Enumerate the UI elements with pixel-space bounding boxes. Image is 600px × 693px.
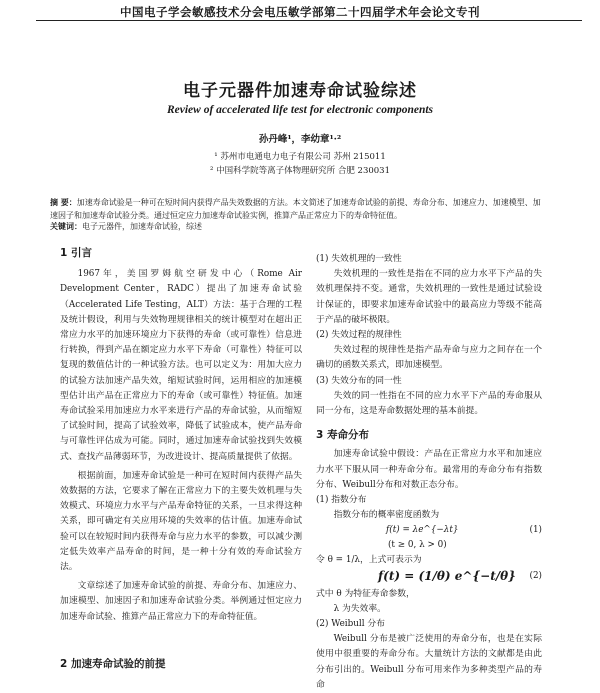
paper-authors: 孙丹峰¹，李幼章¹·² [258,134,342,145]
paper-title-en: Review of accelerated life test for electronic components [166,104,434,116]
weibull-title: (2) Weibull 分布 [316,619,385,630]
premise-3-text: 失效的同一性指在不同的应力水平下产品的寿命服从同一分布，这是寿命数据处理的基本前提。 [316,390,542,417]
intro-paragraph-3: 文章综述了加速寿命试验的前提、寿命分布、加速应力、加速模型、加速因子和加速寿命试验分类。举例通过恒定应力加速寿命试验、推算产品正常应力下的寿命特征值。 [60,581,302,622]
right-column [316,252,542,693]
abstract-label: 摘 要： [50,197,77,207]
affiliation-1: ¹ 苏州市电通电力电子有限公司 苏州 215011 [214,152,386,162]
running-header: 中国电子学会敏感技术分会电压敏学部第二十四届学术年会论文专刊 [120,5,480,19]
header-rule [36,20,582,21]
weibull-text: Weibull 分布是被广泛使用的寿命分布，也是在实际使用中很重要的寿命分布。大量统计方法的文献都是由此分布引出的。Weibull 分布可用来作为多种类型产品的寿命 [316,634,542,690]
where-line-2: λ 为失效率。 [333,603,386,614]
equation-1-condition-row [316,538,542,553]
affiliation-2: ² 中国科学院等离子体物理研究所 合肥 230031 [210,166,390,176]
equation-1 [316,523,542,538]
section-2-heading: 2 加速寿命试验的前提 [60,658,166,670]
exponential-intro: 指数分布的概率密度函数为 [333,510,440,521]
section-3-heading: 3 寿命分布 [316,429,369,442]
abstract [50,196,546,222]
left-column [60,246,302,625]
premise-2-text: 失效过程的规律性是指产品寿命与应力之间存在一个确切的函数关系式，即加速模型。 [316,345,542,371]
equation-1-expr: f(t) = λe^{−λt} [386,525,459,536]
equation-1-number: (1) [529,525,542,536]
equation-2 [316,569,542,587]
premise-1-title: (1) 失效机理的一致性 [316,254,402,264]
keywords [50,221,546,232]
keywords-label: 关键词： [50,221,82,231]
paper-title-cn: 电子元器件加速寿命试验综述 [183,81,417,101]
premise-3-title: (3) 失效分布的同一性 [316,375,402,386]
premise-2-title: (2) 失效过程的规律性 [316,330,402,341]
keywords-text: 电子元器件，加速寿命试验，综述 [82,222,202,231]
intro-paragraph-2: 根据前面，加速寿命试验是一种可在短时间内获得产品失效数据的方法，它要求了解在正常应力下的主要失效机理与失效模式、环境应力水平与产品寿命特征的关系，一旦求得这种关系，即可确定有关应用环境的失效率的估计值。加速寿命试验可以在较短时间内获得寿命与应力水平的参数，可以减少测定低失效率产品寿命的时间，是一种十分有效的寿命试验方法。 [60,470,302,573]
equation-2-number: (2) [529,570,542,581]
exponential-title: (1) 指数分布 [316,495,367,506]
section-1-heading: 1 引言 [60,247,92,259]
equation-2-expr: f(t) = (1/θ) e^{−t/θ} [378,568,516,583]
premise-1-text: 失效机理的一致性是指在不同的应力水平下产品的失效机理保持不变。通常，失效机理的一致性是通过试验设计保证的，即要求加速寿命试验中的最高应力等级不能高于产品的破坏极限。 [316,269,542,325]
equation-2-intro: 令 θ = 1/λ，上式可表示为 [316,555,422,566]
abstract-text: 加速寿命试验是一种可在短时间内获得产品失效数据的方法。本文简述了加速寿命试验的前提、寿命分布、加速应力、加速模型、加速因子和加速寿命试验分类。通过恒定应力加速寿命试验实例，推算产品正常应力下的寿命特征值。 [50,198,541,220]
section-3-paragraph: 加速寿命试验中假设：产品在正常应力水平和加速应力水平下服从同一种寿命分布。最常用的寿命分布有指数分布、Weibull分布和对数正态分布。 [316,449,542,490]
where-line-1: 式中 θ 为特征寿命参数， [316,588,415,599]
intro-paragraph-1: 1967年，美国罗姆航空研发中心（Rome Air Development Center，RADC）提出了加速寿命试验（Accelerated Life Testing，ALT）方法：基于合理的工程及统计假设，利用与失效物理规律相关的统计模型对在超出正常应力水平的加速环境应力下获得的寿命（或可靠性）信息进行转换，得到产品在额定应力水平下寿命（可靠性）特征可以复现的数值估计的一种试验方法。也可以定义为：用加大应力的试验方法加速产品失效，缩短试验时间，运用相应的加速模型估计出产品在正常应力下的寿命（或可靠性）特征值。加速寿命试验采用加速应力水平来进行产品的寿命试验，从而缩短了试验时间，提高了试验效率，降低了试验成本，使产品寿命与可靠性评估成为可能。同时，通过加速寿命试验找到失效模式、查找产品薄弱环节，为改进设计、提高质量提供了依据。 [60,269,302,462]
equation-1-condition: (t ≥ 0, λ > 0) [388,540,447,551]
